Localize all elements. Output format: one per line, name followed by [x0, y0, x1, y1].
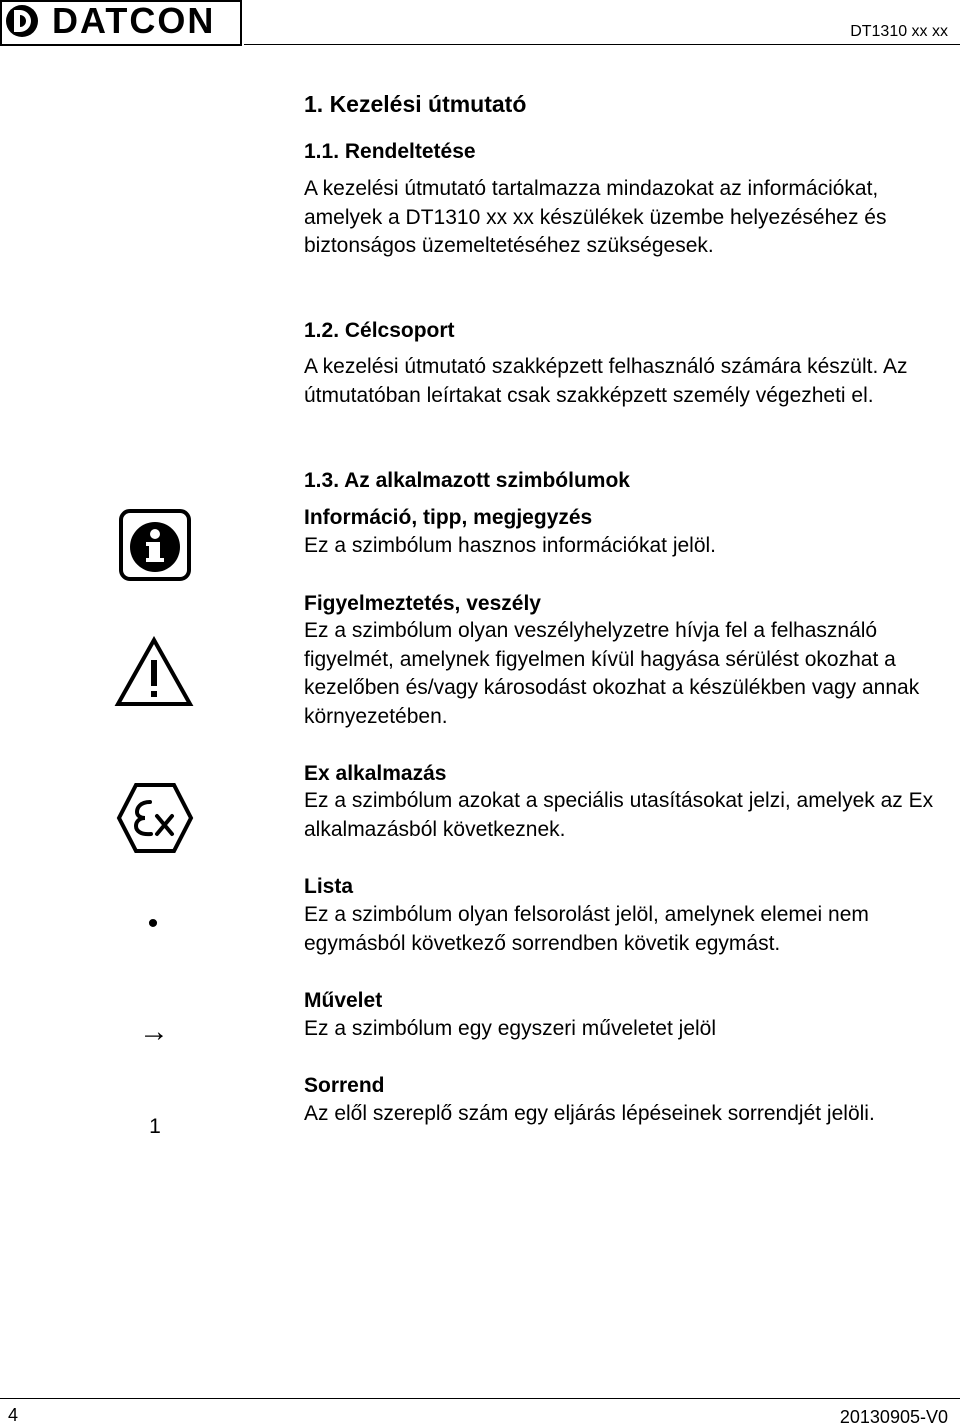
- ex-icon: [116, 782, 194, 854]
- symbol-text-warning: Ez a szimbólum olyan veszélyhelyzetre hívja fel a felhasználó figyelmét, amelynek figyelmen kívül hagyása sérülést okozhat a kezelőben és/vagy károsodást okozhat a készülékben vagy annak környezetében.: [304, 619, 920, 728]
- datcon-logo-icon: [4, 3, 40, 39]
- section-text-purpose: A kezelési útmutató tartalmazza mindazokat az információkat, amelyek a DT1310 xx xx készülékek üzembe helyezéséhez és biztonságos üzemeltetéséhez szükségesek.: [304, 177, 887, 257]
- section-text-target-group: A kezelési útmutató szakképzett felhasználó számára készült. Az útmutatóban leírtakat csak szakképzett személy végezheti el.: [304, 355, 908, 407]
- section-heading-target-group: 1.2. Célcsoport: [304, 319, 455, 342]
- info-icon: [118, 508, 192, 582]
- bullet-icon: •: [147, 907, 159, 940]
- symbol-text-sequence: Az elől szereplő szám egy eljárás lépéseinek sorrendjét jelöli.: [304, 1102, 875, 1125]
- symbol-text-list: Ez a szimbólum olyan felsorolást jelöl, amelynek elemei nem egymásból következő sorrendben követik egymást.: [304, 903, 869, 955]
- symbol-title-sequence: Sorrend: [304, 1074, 385, 1097]
- footer-date-code: 20130905-V0: [839, 1407, 948, 1427]
- footer-rule: [0, 1398, 960, 1399]
- symbol-title-operation: Művelet: [304, 989, 383, 1012]
- page-title: 1. Kezelési útmutató: [304, 91, 527, 117]
- section-heading-symbols: 1.3. Az alkalmazott szimbólumok: [304, 469, 630, 492]
- logo-text: DATCON: [52, 0, 216, 41]
- symbol-text-info: Ez a szimbólum hasznos információkat jelöl.: [304, 534, 717, 557]
- sequence-number-icon: 1: [149, 1115, 161, 1138]
- warning-icon: [114, 636, 194, 708]
- symbol-text-ex: Ez a szimbólum azokat a speciális utasításokat jelzi, amelyek az Ex alkalmazásból következnek.: [304, 789, 934, 841]
- symbol-title-ex: Ex alkalmazás: [304, 762, 447, 785]
- symbol-title-warning: Figyelmeztetés, veszély: [304, 592, 541, 615]
- symbol-title-info: Információ, tipp, megjegyzés: [304, 506, 593, 529]
- header-rule: [244, 44, 960, 45]
- symbol-title-list: Lista: [304, 875, 354, 898]
- arrow-icon: →: [139, 1015, 169, 1048]
- symbol-text-operation: Ez a szimbólum egy egyszeri műveletet jelöl: [304, 1017, 717, 1040]
- document-code: DT1310 xx xx: [850, 23, 948, 40]
- section-heading-purpose: 1.1. Rendeltetése: [304, 140, 476, 163]
- page-number: 4: [8, 1405, 19, 1425]
